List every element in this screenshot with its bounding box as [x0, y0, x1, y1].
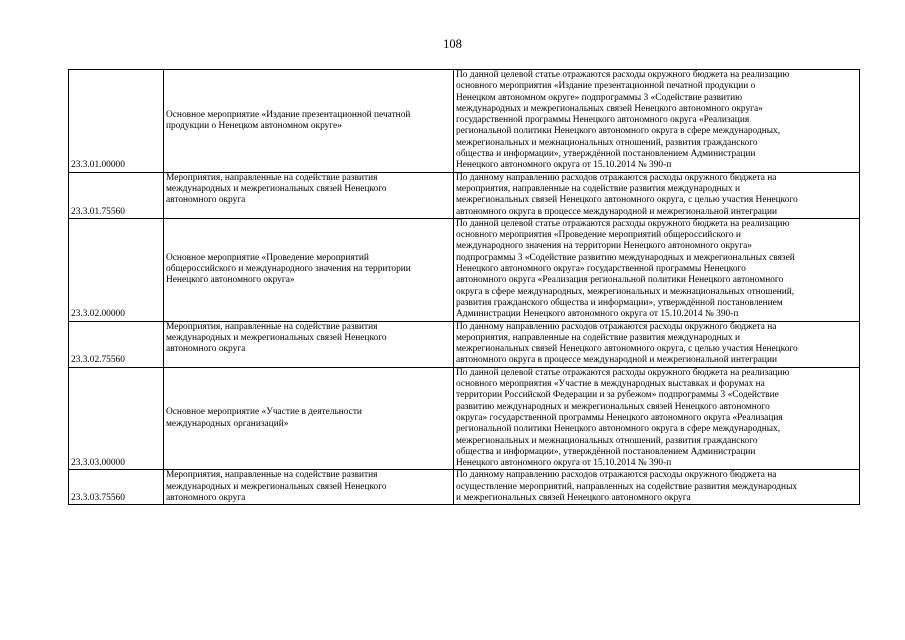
description-line: и межрегиональных связей Ненецкого автономного округа	[456, 492, 691, 503]
description-line: автономного округа «Реализация региональной политики Ненецкого автономного	[456, 275, 784, 286]
page-number: 108	[443, 37, 462, 51]
name-line: Основное мероприятие «Издание презентационной печатной	[166, 109, 411, 120]
description-line: мероприятия, направленные на содействие развития международных и	[456, 332, 740, 343]
table-row	[69, 218, 860, 321]
description-line: региональной политики Ненецкого автономного округа в сфере международных,	[456, 424, 781, 435]
name-line: общероссийского и международного значения на территории	[166, 264, 411, 275]
target-article-description	[454, 367, 860, 470]
description-line: общества и информации», утверждённой постановлением Администрации	[456, 149, 756, 160]
name-line: автономного округа	[166, 195, 246, 206]
table-row	[69, 367, 860, 470]
description-line: межрегиональных и межнациональных отношений, развития гражданского	[456, 435, 758, 446]
table-row	[69, 172, 860, 218]
description-line: международных и межрегиональных связей Ненецкого автономного округа»	[456, 103, 763, 114]
description-line: территории Российской Федерации и за рубежом» подпрограммы 3 «Содействие	[456, 390, 779, 401]
description-line: государственной программы Ненецкого автономного округа «Реализация	[456, 115, 750, 126]
name-line: Мероприятия, направленные на содействие развития	[166, 470, 378, 481]
name-line: автономного округа	[166, 344, 246, 355]
description-line: Ненецкого автономного округа» государственной программы Ненецкого	[456, 264, 746, 275]
description-line: общества и информации», утверждённой постановлением Администрации	[456, 446, 756, 457]
description-line: межрегиональных связей Ненецкого автономного округа, с целью участия Ненецкого	[456, 344, 798, 355]
name-line: автономного округа	[166, 492, 246, 503]
name-line: продукции о Ненецком автономном округе»	[166, 120, 342, 131]
description-line: мероприятия, направленные на содействие развития международных и	[456, 183, 740, 194]
target-article-name	[164, 470, 454, 505]
description-line: международного значения на территории Ненецкого автономного округа»	[456, 241, 752, 252]
name-line: Основное мероприятие «Участие в деятельности	[166, 407, 362, 418]
description-line: По данному направлению расходов отражаются расходы окружного бюджета на	[456, 470, 777, 481]
description-line: округа» государственной программы Ненецкого автономного округа «Реализация	[456, 412, 783, 423]
description-line: округа в сфере международных, межрегиональных и межнациональных отношений,	[456, 286, 795, 297]
target-article-code: 23.3.02.75560	[69, 321, 164, 367]
description-line: подпрограммы 3 «Содействие развитию международных и межрегиональных связей	[456, 252, 795, 263]
target-article-code: 23.3.03.00000	[69, 367, 164, 470]
description-line: По данной целевой статье отражаются расходы окружного бюджета на реализацию	[456, 70, 790, 80]
name-line: Основное мероприятие «Проведение мероприятий	[166, 252, 369, 263]
table-row	[69, 470, 860, 505]
target-article-description	[454, 321, 860, 367]
target-article-description	[454, 470, 860, 505]
description-line: основного мероприятия «Проведение мероприятий общероссийского и	[456, 230, 741, 241]
target-article-name	[164, 218, 454, 321]
target-article-name	[164, 70, 454, 173]
description-line: Ненецкого автономного округа от 15.10.2014 № 390-п	[456, 458, 672, 469]
description-line: развития гражданского общества и информации», утверждённой постановлением	[456, 297, 783, 308]
description-line: основного мероприятия «Издание презентационной печатной продукции о	[456, 81, 756, 92]
name-line: международных и межрегиональных связей Ненецкого	[166, 332, 387, 343]
description-line: По данной целевой статье отражаются расходы окружного бюджета на реализацию	[456, 367, 790, 378]
target-article-name	[164, 367, 454, 470]
target-article-code: 23.3.01.75560	[69, 172, 164, 218]
name-line: международных и межрегиональных связей Ненецкого	[166, 481, 387, 492]
target-article-name	[164, 321, 454, 367]
description-line: По данной целевой статье отражаются расходы окружного бюджета на реализацию	[456, 218, 790, 229]
description-line: межрегиональных и межнациональных отношений, развития гражданского	[456, 137, 758, 148]
name-line: Мероприятия, направленные на содействие развития	[166, 172, 378, 183]
name-line: международных организаций»	[166, 418, 289, 429]
target-article-description	[454, 218, 860, 321]
target-article-name	[164, 172, 454, 218]
description-line: автономного округа в процессе международной и межрегиональной интеграции	[456, 355, 777, 366]
description-line: автономного округа в процессе международной и межрегиональной интеграции	[456, 206, 777, 217]
description-line: основного мероприятия «Участие в международных выставках и форумах на	[456, 379, 765, 390]
description-line: региональной политики Ненецкого автономного округа в сфере международных,	[456, 126, 781, 137]
budget-classification-table	[68, 69, 860, 505]
description-line: По данному направлению расходов отражаются расходы окружного бюджета на	[456, 321, 777, 332]
name-line: Ненецкого автономного округа»	[166, 275, 295, 286]
description-line: Администрации Ненецкого автономного округа от 15.10.2014 № 390-п	[456, 309, 739, 320]
description-line: Ненецком автономном округе» подпрограммы 3 «Содействие развитию	[456, 92, 743, 103]
description-line: осуществление мероприятий, направленных на содействие развития международных	[456, 481, 798, 492]
target-article-description	[454, 172, 860, 218]
description-line: Ненецкого автономного округа от 15.10.2014 № 390-п	[456, 160, 672, 171]
description-line: По данному направлению расходов отражаются расходы окружного бюджета на	[456, 172, 777, 183]
target-article-code: 23.3.01.00000	[69, 70, 164, 173]
target-article-description	[454, 70, 860, 173]
description-line: межрегиональных связей Ненецкого автономного округа, с целью участия Ненецкого	[456, 195, 798, 206]
name-line: Мероприятия, направленные на содействие развития	[166, 321, 378, 332]
target-article-code: 23.3.03.75560	[69, 470, 164, 505]
target-article-code: 23.3.02.00000	[69, 218, 164, 321]
name-line: международных и межрегиональных связей Ненецкого	[166, 183, 387, 194]
description-line: развитию международных и межрегиональных связей Ненецкого автономного	[456, 401, 770, 412]
table-row	[69, 321, 860, 367]
table-row	[69, 70, 860, 173]
